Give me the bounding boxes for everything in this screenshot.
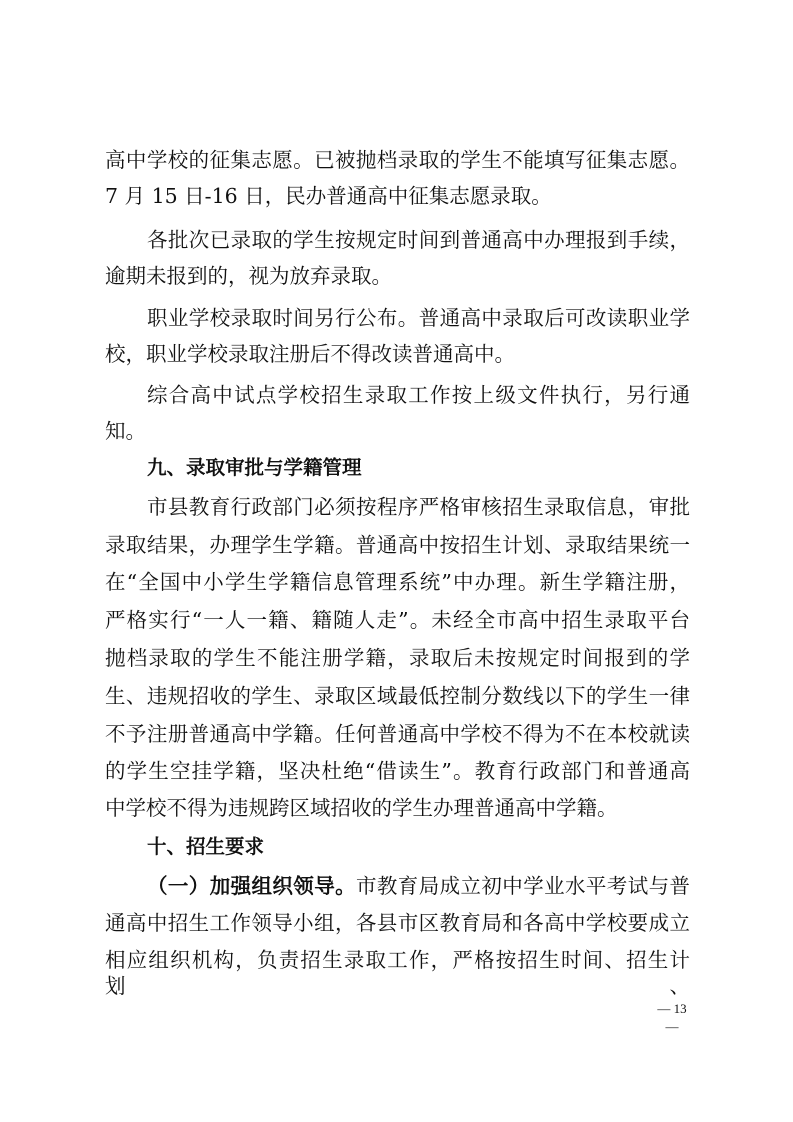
paragraph-line: 抛档录取的学生不能注册学籍，录取后未按规定时间报到的学 [105, 646, 690, 670]
paragraph-line: 生、违规招收的学生、录取区域最低控制分数线以下的学生一律 [105, 684, 690, 708]
paragraph-line: 严格实行“一人一籍、籍随人走”。未经全市高中招生录取平台 [105, 608, 690, 632]
paragraph-line: 各批次已录取的学生按规定时间到普通高中办理报到手续， [147, 228, 690, 252]
paragraph-line: 市县教育行政部门必须按程序严格审核招生录取信息，审批 [147, 495, 690, 519]
paragraph-line: 通高中招生工作领导小组，各县市区教育局和各高中学校要成立 [105, 911, 690, 935]
paragraph-text: 市教育局成立初中学业水平考试与普 [356, 874, 690, 898]
paragraph-line: 录取结果，办理学生学籍。普通高中按招生计划、录取结果统一 [105, 533, 690, 557]
subsection-lead: （一）加强组织领导。 [147, 874, 356, 898]
paragraph-line: 7 月 15 日-16 日，民办普通高中征集志愿录取。 [105, 184, 552, 208]
paragraph-line: 不予注册普通高中学籍。任何普通高中学校不得为不在本校就读 [105, 722, 690, 746]
paragraph-line: 高中学校的征集志愿。已被抛档录取的学生不能填写征集志愿。 [105, 148, 690, 172]
paragraph-line: 中学校不得为违规跨区域招收的学生办理普通高中学籍。 [105, 796, 618, 820]
page-number: — 13 — [657, 1001, 687, 1034]
paragraph-line: 在“全国中小学生学籍信息管理系统”中办理。新生学籍注册， [105, 570, 690, 594]
paragraph-line: 知。 [105, 419, 146, 443]
paragraph-line: 的学生空挂学籍，坚决杜绝“借读生”。教育行政部门和普通高 [105, 759, 690, 783]
paragraph-line: 校，职业学校录取注册后不得改读普通高中。 [105, 342, 515, 366]
paragraph-line [147, 873, 690, 899]
section-heading: 十、招生要求 [147, 835, 265, 858]
paragraph-line: 综合高中试点学校招生录取工作按上级文件执行，另行通 [147, 383, 690, 407]
section-heading: 九、录取审批与学籍管理 [147, 456, 362, 479]
paragraph-line: 相应组织机构，负责招生录取工作，严格按招生时间、招生计划、 [105, 948, 690, 998]
paragraph-line: 逾期未报到的，视为放弃录取。 [105, 264, 392, 288]
paragraph-line: 职业学校录取时间另行公布。普通高中录取后可改读职业学 [147, 306, 690, 330]
